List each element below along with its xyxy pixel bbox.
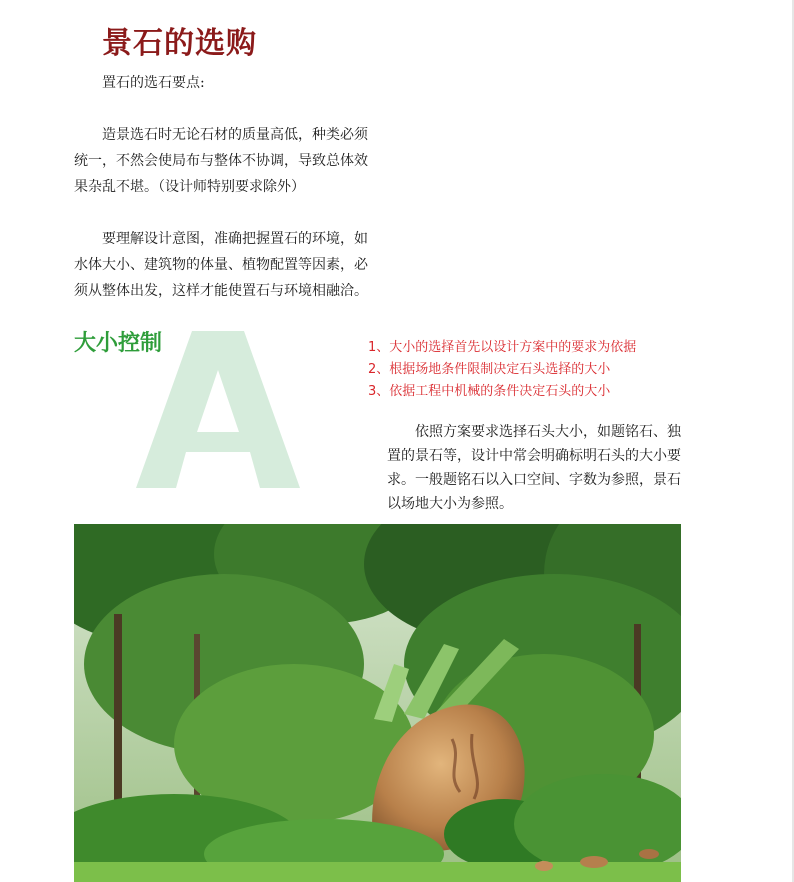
intro-lead: 置石的选石要点: [102,75,205,91]
intro-text [74,70,379,330]
list-item: 1、大小的选择首先以设计方案中的要求为依据 [368,340,637,355]
list-item: 3、依据工程中机械的条件决定石头的大小 [368,384,611,399]
section-paragraph: 依照方案要求选择石头大小，如题铭石、独置的景石等，设计中常会明确标明石头的大小要求。一般题铭石以入口空间、字数为参照，景石以场地大小为参照。 [387,424,681,512]
page-title: 景石的选购 [102,26,257,61]
landscape-stone-photo [74,524,681,882]
intro-paragraph-2: 要理解设计意图，准确把握置石的环境，如水体大小、建筑物的体量、植物配置等因素，必须从整体出发，这样才能使置石与环境相融洽。 [74,231,368,299]
intro-paragraph-1: 造景选石时无论石材的质量高低，种类必须统一，不然会使局布与整体不协调，导致总体效果杂乱不堪。（设计师特别要求除外） [74,127,368,195]
requirement-list [368,337,636,403]
list-item: 2、根据场地条件限制决定石头选择的大小 [368,362,611,377]
section-title: 大小控制 [74,331,163,356]
